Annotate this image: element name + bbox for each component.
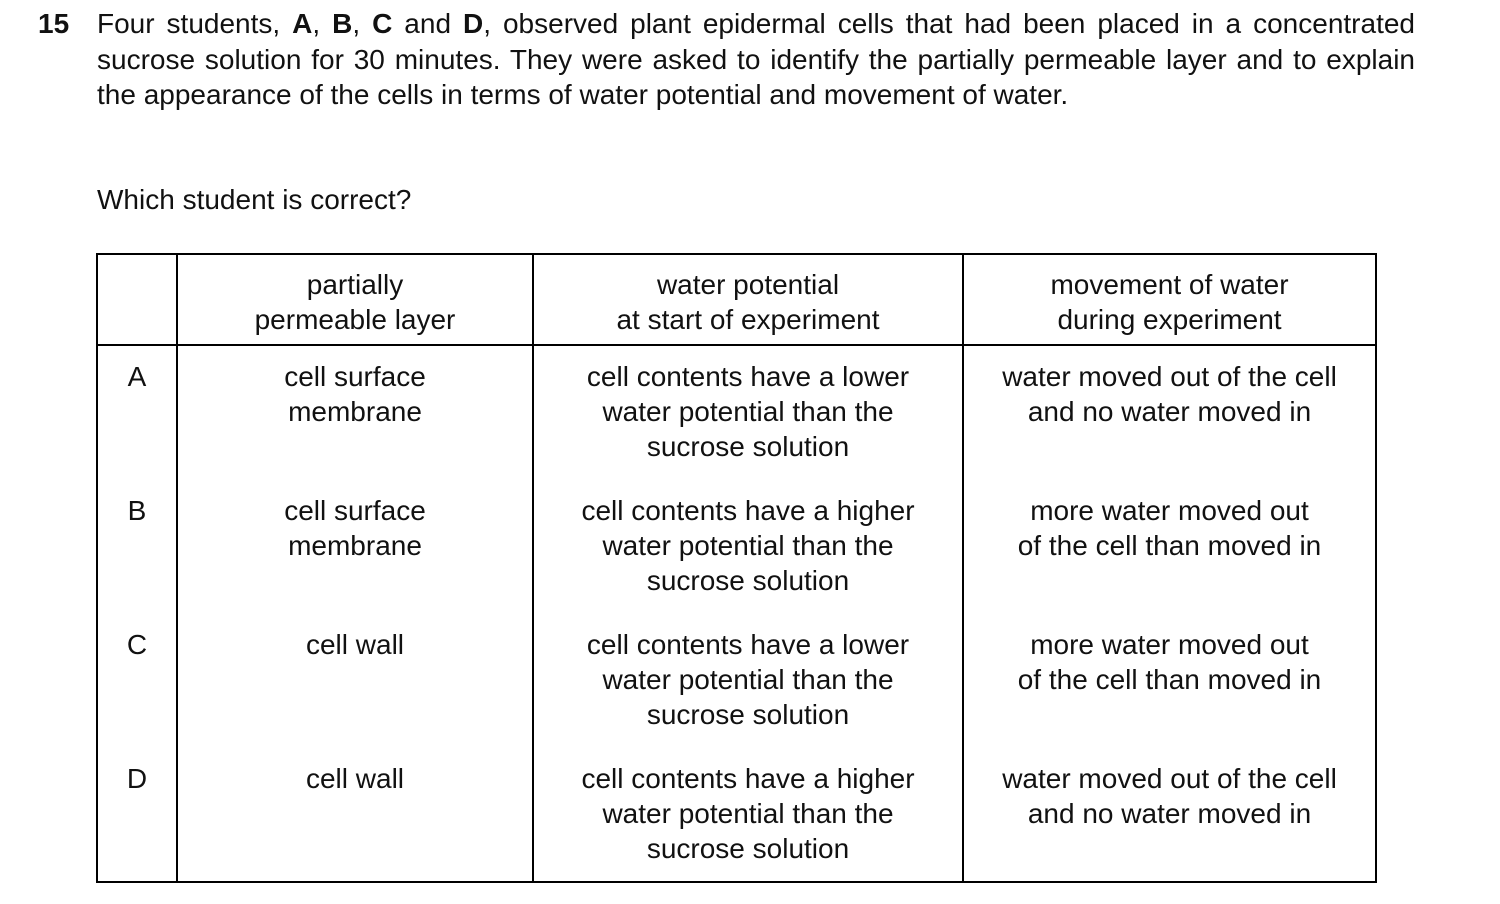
option-letter: A bbox=[97, 345, 177, 479]
option-letter: B bbox=[97, 479, 177, 613]
question-prompt: Which student is correct? bbox=[97, 184, 412, 215]
option-layer: cell wall bbox=[177, 613, 533, 747]
option-layer: cell wall bbox=[177, 747, 533, 882]
question-number: 15 bbox=[38, 8, 70, 39]
option-row-b[interactable] bbox=[97, 479, 1376, 613]
header-water-movement: movement of water during experiment bbox=[963, 254, 1376, 345]
option-layer: cell surface membrane bbox=[177, 345, 533, 479]
option-letter: D bbox=[97, 747, 177, 882]
option-movement: water moved out of the cell and no water moved in bbox=[963, 345, 1376, 479]
option-potential: cell contents have a higher water potential than the sucrose solution bbox=[533, 747, 963, 882]
option-row-c[interactable] bbox=[97, 613, 1376, 747]
stem-student-c: C bbox=[372, 8, 393, 39]
option-row-a[interactable] bbox=[97, 345, 1376, 479]
option-letter: C bbox=[97, 613, 177, 747]
option-row-d[interactable] bbox=[97, 747, 1376, 882]
stem-student-d: D bbox=[463, 8, 484, 39]
option-movement: more water moved out of the cell than moved in bbox=[963, 613, 1376, 747]
stem-text: , bbox=[312, 8, 333, 39]
stem-text: , bbox=[352, 8, 373, 39]
stem-student-a: A bbox=[292, 8, 313, 39]
stem-student-b: B bbox=[332, 8, 353, 39]
header-permeable-layer: partially permeable layer bbox=[177, 254, 533, 345]
option-potential: cell contents have a higher water potential than the sucrose solution bbox=[533, 479, 963, 613]
option-layer: cell surface membrane bbox=[177, 479, 533, 613]
option-movement: water moved out of the cell and no water moved in bbox=[963, 747, 1376, 882]
header-water-potential: water potential at start of experiment bbox=[533, 254, 963, 345]
option-movement: more water moved out of the cell than moved in bbox=[963, 479, 1376, 613]
option-potential: cell contents have a lower water potential than the sucrose solution bbox=[533, 613, 963, 747]
header-letter bbox=[97, 254, 177, 345]
option-potential: cell contents have a lower water potential than the sucrose solution bbox=[533, 345, 963, 479]
answer-options-table bbox=[96, 253, 1377, 883]
stem-text: Four students, bbox=[97, 8, 293, 39]
header-row bbox=[97, 254, 1376, 345]
stem-text: and bbox=[392, 8, 463, 39]
question-stem bbox=[97, 6, 1415, 113]
stem-text: , observed plant epidermal cells that had been placed in a concentrated sucrose solution for 30 minutes. They were asked to identify the partially permeable layer and to explain the appearance of the cells in terms of water potential and movement of water. bbox=[97, 8, 1415, 110]
